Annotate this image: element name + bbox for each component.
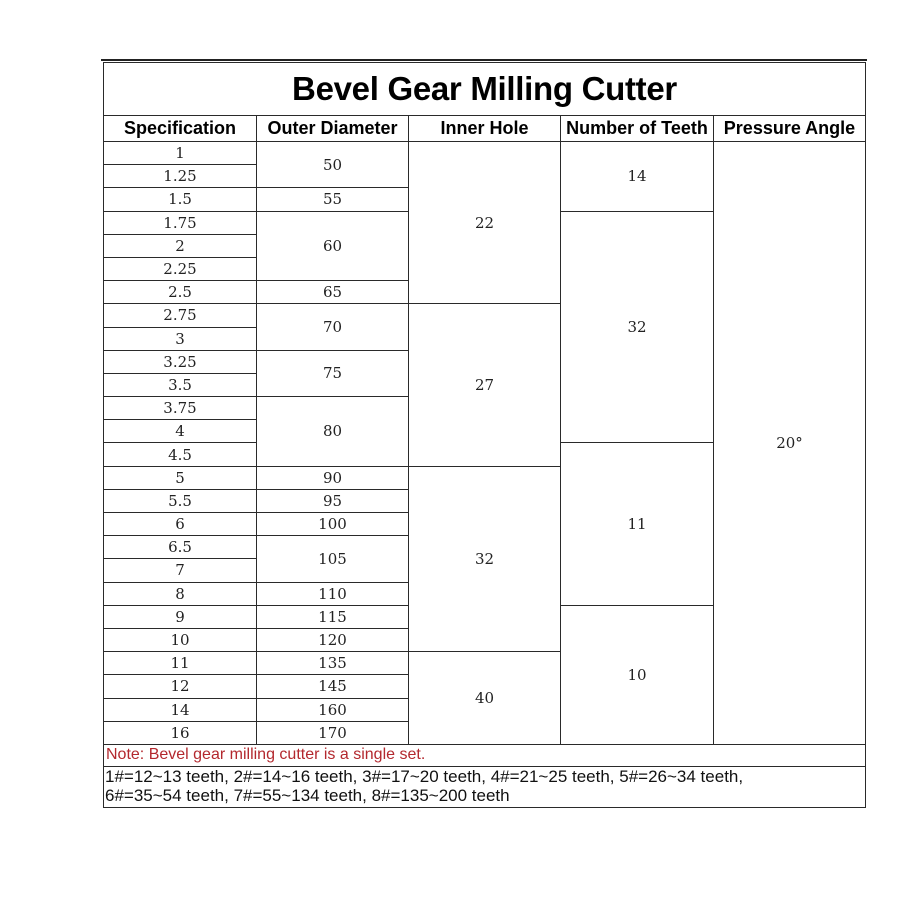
cell-specification: 2.25: [104, 257, 257, 280]
cell-outer-diameter: 100: [257, 513, 409, 536]
spec-table: [103, 62, 866, 808]
cell-outer-diameter: 55: [257, 188, 409, 211]
cell-specification: 14: [104, 698, 257, 721]
cell-outer-diameter: 110: [257, 582, 409, 605]
cell-number-of-teeth: 32: [561, 211, 714, 443]
cell-number-of-teeth: 14: [561, 142, 714, 212]
cell-specification: 6.5: [104, 536, 257, 559]
header-row: [104, 116, 866, 142]
header-specification: Specification: [104, 116, 257, 142]
cell-outer-diameter: 170: [257, 721, 409, 744]
cell-specification: 10: [104, 628, 257, 651]
cell-number-of-teeth: 11: [561, 443, 714, 605]
cell-inner-hole: 32: [409, 466, 561, 652]
header-number-of-teeth: Number of Teeth: [561, 116, 714, 142]
cell-specification: 2.5: [104, 281, 257, 304]
footer-text: [104, 766, 866, 807]
cell-specification: 1.5: [104, 188, 257, 211]
cell-specification: 3.75: [104, 397, 257, 420]
note-text: Note: Bevel gear milling cutter is a single set.: [104, 744, 866, 766]
cell-specification: 3.25: [104, 350, 257, 373]
cell-outer-diameter: 120: [257, 628, 409, 651]
cell-specification: 12: [104, 675, 257, 698]
cell-specification: 8: [104, 582, 257, 605]
cell-specification: 11: [104, 652, 257, 675]
cell-specification: 1.75: [104, 211, 257, 234]
cell-outer-diameter: 60: [257, 211, 409, 281]
cell-outer-diameter: 90: [257, 466, 409, 489]
cell-specification: 16: [104, 721, 257, 744]
header-outer-diameter: Outer Diameter: [257, 116, 409, 142]
cell-specification: 1.25: [104, 165, 257, 188]
cell-outer-diameter: 160: [257, 698, 409, 721]
cell-outer-diameter: 75: [257, 350, 409, 396]
footer-line: 1#=12~13 teeth, 2#=14~16 teeth, 3#=17~20 teeth, 4#=21~25 teeth, 5#=26~34 teeth,: [105, 766, 744, 786]
cell-specification: 4.5: [104, 443, 257, 466]
cell-inner-hole: 40: [409, 652, 561, 745]
cell-outer-diameter: 50: [257, 142, 409, 188]
table-row: [104, 142, 866, 165]
cell-inner-hole: 22: [409, 142, 561, 304]
cell-inner-hole: 27: [409, 304, 561, 466]
spec-sheet: [103, 62, 865, 812]
cell-specification: 1: [104, 142, 257, 165]
cell-pressure-angle: 20°: [714, 142, 866, 745]
cell-specification: 7: [104, 559, 257, 582]
cell-outer-diameter: 65: [257, 281, 409, 304]
cell-specification: 9: [104, 605, 257, 628]
top-rule: [101, 59, 867, 61]
footer-line: 6#=35~54 teeth, 7#=55~134 teeth, 8#=135~200 teeth: [105, 785, 510, 805]
cell-specification: 5: [104, 466, 257, 489]
cell-number-of-teeth: 10: [561, 605, 714, 744]
header-pressure-angle: Pressure Angle: [714, 116, 866, 142]
cell-specification: 5.5: [104, 489, 257, 512]
cell-outer-diameter: 95: [257, 489, 409, 512]
cell-outer-diameter: 145: [257, 675, 409, 698]
cell-specification: 6: [104, 513, 257, 536]
cell-outer-diameter: 105: [257, 536, 409, 582]
cell-outer-diameter: 80: [257, 397, 409, 467]
page-title: Bevel Gear Milling Cutter: [104, 63, 866, 116]
table-body: [104, 142, 866, 745]
cell-specification: 2.75: [104, 304, 257, 327]
cell-specification: 3.5: [104, 373, 257, 396]
cell-outer-diameter: 115: [257, 605, 409, 628]
cell-outer-diameter: 70: [257, 304, 409, 350]
header-inner-hole: Inner Hole: [409, 116, 561, 142]
cell-specification: 3: [104, 327, 257, 350]
cell-specification: 2: [104, 234, 257, 257]
cell-outer-diameter: 135: [257, 652, 409, 675]
cell-specification: 4: [104, 420, 257, 443]
